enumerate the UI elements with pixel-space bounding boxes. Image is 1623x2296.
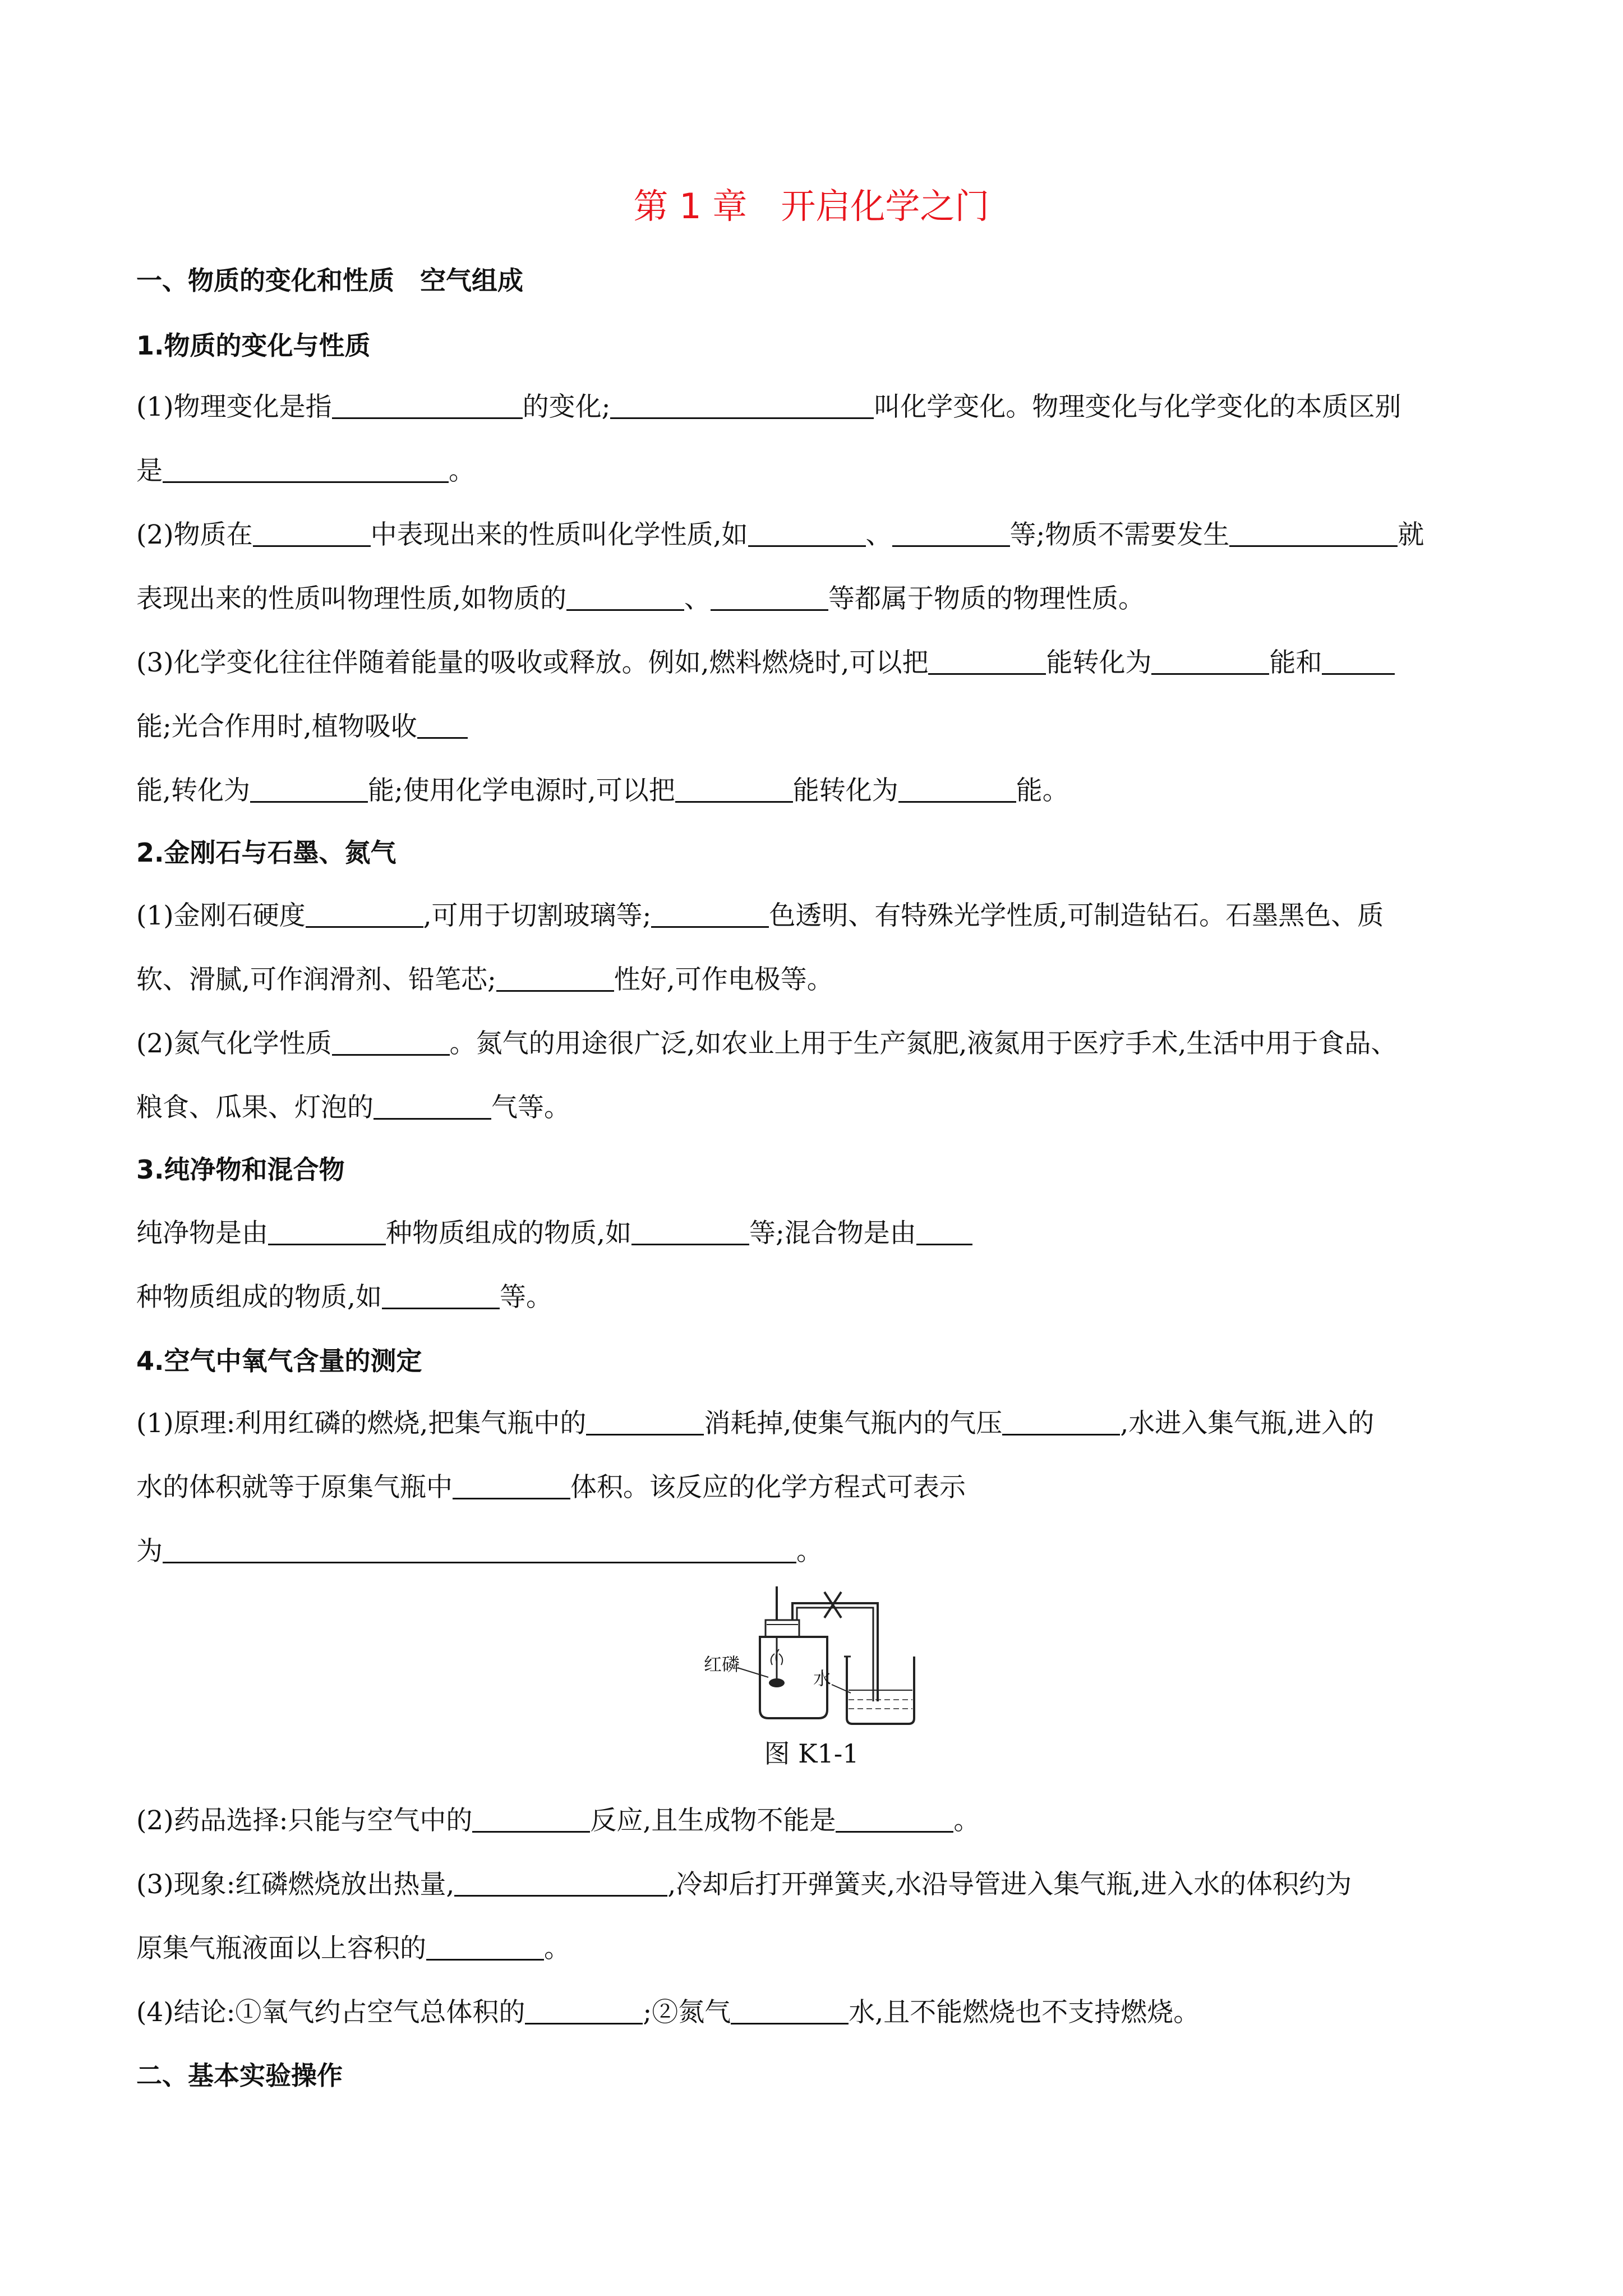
answer-blank[interactable] <box>454 1870 667 1897</box>
answer-blank[interactable] <box>332 1029 450 1056</box>
text-line: 能,转化为 能;使用化学电源时,可以把 能转化为 能。 <box>136 775 1069 806</box>
text-line: (2)药品选择:只能与空气中的 反应,且生成物不能是 。 <box>136 1805 980 1836</box>
chapter-title <box>0 178 1623 228</box>
answer-blank[interactable] <box>163 1537 796 1563</box>
text-line: 纯净物是由 种物质组成的物质,如 等;混合物是由 <box>136 1218 972 1249</box>
answer-blank[interactable] <box>836 1806 953 1833</box>
answer-blank[interactable] <box>711 585 828 611</box>
section-heading-1: 一、物质的变化和性质 空气组成 <box>136 265 523 296</box>
answer-blank[interactable] <box>1151 648 1269 675</box>
answer-blank[interactable] <box>332 393 523 419</box>
answer-blank[interactable] <box>731 1998 849 2024</box>
answer-blank[interactable] <box>417 712 468 739</box>
figure-caption: 图 K1-1 <box>764 1738 859 1769</box>
chapter-number: 第 1 章 <box>633 186 748 227</box>
text-line: (3)现象:红磷燃烧放出热量, ,冷却后打开弹簧夹,水沿导管进入集气瓶,进入水的体积约为 <box>136 1869 1352 1900</box>
answer-blank[interactable] <box>610 393 874 419</box>
text-line: 软、滑腻,可作润滑剂、铅笔芯; 性好,可作电极等。 <box>136 964 833 995</box>
subsection-heading-1-4: 4.空气中氧气含量的测定 <box>136 1346 422 1376</box>
answer-blank[interactable] <box>163 457 449 483</box>
subsection-heading-1-3: 3.纯净物和混合物 <box>136 1154 345 1185</box>
section-heading-2: 二、基本实验操作 <box>136 2060 343 2091</box>
answer-blank[interactable] <box>898 776 1016 803</box>
text-line: 表现出来的性质叫物理性质,如物质的 、 等都属于物质的物理性质。 <box>136 583 1145 614</box>
text-line: 能;光合作用时,植物吸收 <box>136 711 468 743</box>
answer-blank[interactable] <box>472 1806 590 1833</box>
answer-blank[interactable] <box>1002 1409 1120 1435</box>
text-line: 是 。 <box>136 455 475 486</box>
text-line: 粮食、瓜果、灯泡的 气等。 <box>136 1092 570 1123</box>
answer-blank[interactable] <box>566 585 684 611</box>
text-line: (1)物理变化是指 的变化; 叫化学变化。物理变化与化学变化的本质区别 <box>136 392 1401 422</box>
answer-blank[interactable] <box>748 521 866 547</box>
answer-blank[interactable] <box>496 965 614 992</box>
answer-blank[interactable] <box>253 521 371 547</box>
figure-label-phosphorus: 红磷 <box>704 1654 740 1675</box>
answer-blank[interactable] <box>631 1219 749 1245</box>
subsection-heading-1-2: 2.金刚石与石墨、氮气 <box>136 838 396 868</box>
subsection-heading-1-1: 1.物质的变化与性质 <box>136 330 371 361</box>
text-line: (3)化学变化往往伴随着能量的吸收或释放。例如,燃料燃烧时,可以把 能转化为 能和 <box>136 647 1395 679</box>
text-line: 原集气瓶液面以上容积的 。 <box>136 1933 570 1964</box>
answer-blank[interactable] <box>892 521 1010 547</box>
answer-blank[interactable] <box>453 1473 570 1499</box>
answer-blank[interactable] <box>374 1093 491 1120</box>
answer-blank[interactable] <box>916 1219 972 1245</box>
answer-blank[interactable] <box>675 776 793 803</box>
answer-blank[interactable] <box>426 1934 544 1961</box>
text-line: (2)物质在 中表现出来的性质叫化学性质,如 、 等;物质不需要发生 就 <box>136 519 1424 550</box>
text-line: (4)结论:①氧气约占空气总体积的 ;②氮气 水,且不能燃烧也不支持燃烧。 <box>136 1997 1200 2028</box>
answer-blank[interactable] <box>651 901 769 928</box>
answer-blank[interactable] <box>586 1409 704 1435</box>
answer-blank[interactable] <box>1229 521 1398 547</box>
text-line: (2)氮气化学性质 。氮气的用途很广泛,如农业上用于生产氮肥,液氮用于医疗手术,生活中用于食品、 <box>136 1028 1398 1059</box>
chapter-name: 开启化学之门 <box>781 186 990 227</box>
text-line: 种物质组成的物质,如 等。 <box>136 1282 552 1313</box>
answer-blank[interactable] <box>382 1283 500 1309</box>
text-line: (1)金刚石硬度 ,可用于切割玻璃等; 色透明、有特殊光学性质,可制造钻石。石墨黑色、质 <box>136 900 1384 931</box>
apparatus-figure <box>704 1581 939 1732</box>
answer-blank[interactable] <box>250 776 368 803</box>
text-line: (1)原理:利用红磷的燃烧,把集气瓶中的 消耗掉,使集气瓶内的气压 ,水进入集气瓶,进入的 <box>136 1408 1375 1439</box>
text-line: 为 。 <box>136 1536 823 1567</box>
figure-label-water: 水 <box>813 1668 832 1689</box>
answer-blank[interactable] <box>928 648 1046 675</box>
answer-blank[interactable] <box>1322 648 1395 675</box>
answer-blank[interactable] <box>525 1998 643 2024</box>
answer-blank[interactable] <box>306 901 423 928</box>
text-line: 水的体积就等于原集气瓶中 体积。该反应的化学方程式可表示 <box>136 1472 966 1503</box>
answer-blank[interactable] <box>268 1219 386 1245</box>
